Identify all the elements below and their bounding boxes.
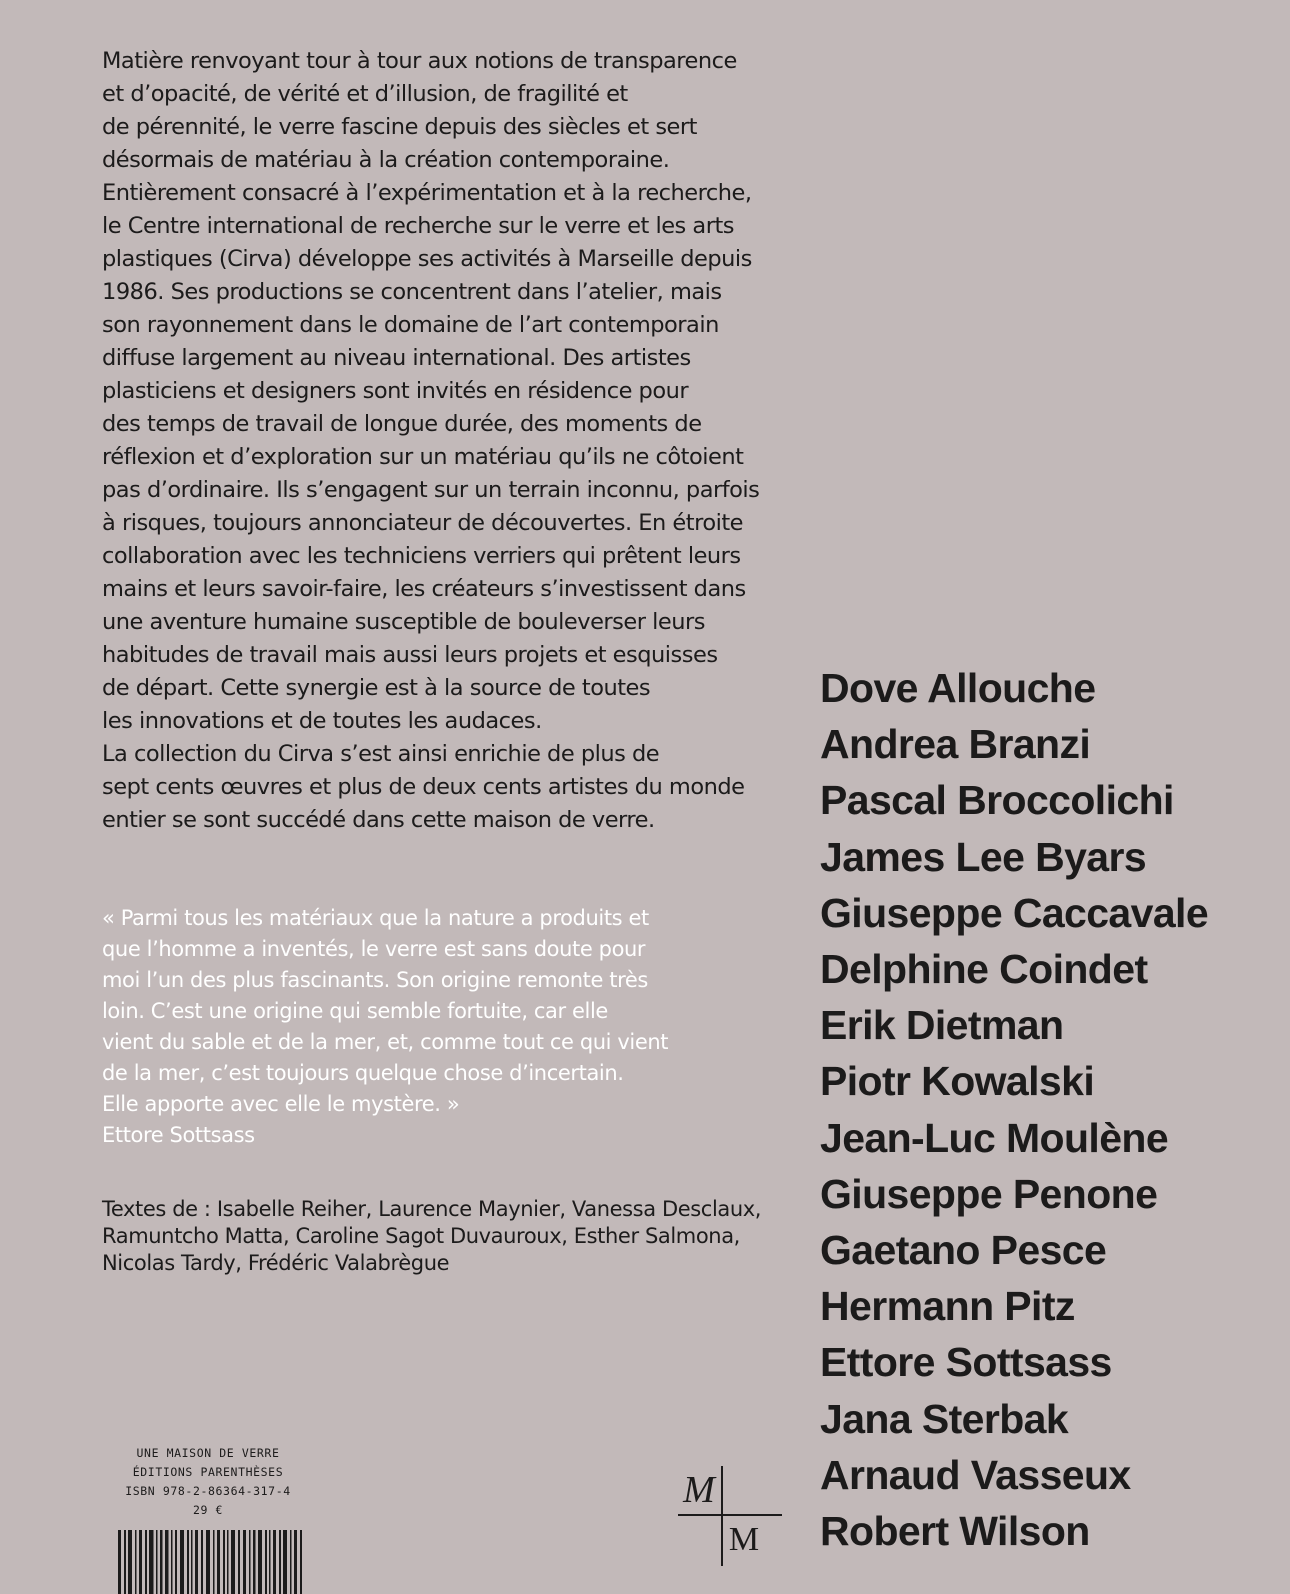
quote-line: que l’homme a inventés, le verre est sans doute pour bbox=[102, 937, 646, 961]
artist-name: Erik Dietman bbox=[820, 1002, 1064, 1049]
quote-line: Elle apporte avec elle le mystère. » bbox=[102, 1092, 460, 1116]
artist-name: Ettore Sottsass bbox=[820, 1339, 1112, 1386]
description-line: des temps de travail de longue durée, des moments de bbox=[102, 411, 702, 437]
sottsass-quote bbox=[102, 903, 802, 1151]
artist-name: Robert Wilson bbox=[820, 1508, 1090, 1555]
artist-name: Hermann Pitz bbox=[820, 1283, 1075, 1330]
barcode-icon bbox=[118, 1530, 318, 1594]
logo-letter-top: M bbox=[683, 1469, 715, 1511]
price: 29 € bbox=[192, 1503, 224, 1517]
credits-line: Ramuntcho Matta, Caroline Sagot Duvauroux, Esther Salmona, bbox=[102, 1224, 740, 1248]
artist-name: James Lee Byars bbox=[820, 833, 1147, 880]
quote-author: Ettore Sottsass bbox=[102, 1123, 255, 1147]
artist-list bbox=[820, 660, 1280, 1559]
publisher-name: ÉDITIONS PARENTHÈSES bbox=[132, 1465, 284, 1479]
description-line: son rayonnement dans le domaine de l’art contemporain bbox=[102, 312, 719, 338]
description-line: entier se sont succédé dans cette maison de verre. bbox=[102, 807, 655, 833]
artist-name: Piotr Kowalski bbox=[820, 1058, 1095, 1105]
isbn-number: ISBN 978-2-86364-317-4 bbox=[125, 1484, 291, 1498]
description-line: plasticiens et designers sont invités en résidence pour bbox=[102, 378, 689, 404]
description-line: les innovations et de toutes les audaces. bbox=[102, 708, 542, 734]
description-line: collaboration avec les techniciens verriers qui prêtent leurs bbox=[102, 543, 741, 569]
quote-line: vient du sable et de la mer, et, comme tout ce qui vient bbox=[102, 1030, 669, 1054]
artist-name: Jana Sterbak bbox=[820, 1395, 1069, 1442]
description-line: de pérennité, le verre fascine depuis des siècles et sert bbox=[102, 114, 697, 140]
description-line: une aventure humaine susceptible de bouleverser leurs bbox=[102, 609, 705, 635]
book-title: UNE MAISON DE VERRE bbox=[136, 1446, 280, 1460]
description-line: à risques, toujours annonciateur de découvertes. En étroite bbox=[102, 510, 744, 536]
description-line: sept cents œuvres et plus de deux cents artistes du monde bbox=[102, 774, 745, 800]
artist-name: Giuseppe Penone bbox=[820, 1170, 1158, 1217]
artist-name: Arnaud Vasseux bbox=[820, 1451, 1131, 1498]
publisher-logo bbox=[678, 1466, 782, 1566]
description-line: plastiques (Cirva) développe ses activités à Marseille depuis bbox=[102, 246, 752, 272]
logo-letter-bottom: M bbox=[728, 1521, 760, 1558]
artist-name: Jean-Luc Moulène bbox=[820, 1114, 1169, 1161]
quote-line: « Parmi tous les matériaux que la nature a produits et bbox=[102, 906, 649, 930]
publisher-imprint bbox=[108, 1444, 308, 1520]
artist-name: Gaetano Pesce bbox=[820, 1227, 1107, 1274]
quote-line: moi l’un des plus fascinants. Son origine remonte très bbox=[102, 968, 648, 992]
artist-name: Dove Allouche bbox=[820, 665, 1096, 711]
artist-name: Pascal Broccolichi bbox=[820, 777, 1174, 824]
description-line: réflexion et d’exploration sur un matériau qu’ils ne côtoient bbox=[102, 444, 744, 470]
artist-name: Giuseppe Caccavale bbox=[820, 889, 1209, 936]
artist-name: Delphine Coindet bbox=[820, 946, 1148, 993]
description-line: La collection du Cirva s’est ainsi enrichie de plus de bbox=[102, 741, 660, 767]
description-line: désormais de matériau à la création contemporaine. bbox=[102, 147, 670, 173]
texts-credits bbox=[102, 1196, 802, 1277]
artist-name: Andrea Branzi bbox=[820, 721, 1091, 768]
description-line: le Centre international de recherche sur le verre et les arts bbox=[102, 213, 734, 239]
description-line: pas d’ordinaire. Ils s’engagent sur un terrain inconnu, parfois bbox=[102, 477, 760, 503]
description-text bbox=[102, 45, 802, 837]
description-line: 1986. Ses productions se concentrent dans l’atelier, mais bbox=[102, 279, 722, 305]
description-line: de départ. Cette synergie est à la source de toutes bbox=[102, 675, 651, 701]
description-line: Matière renvoyant tour à tour aux notions de transparence bbox=[102, 48, 737, 74]
credits-line: Textes de : Isabelle Reiher, Laurence Maynier, Vanessa Desclaux, bbox=[102, 1197, 762, 1221]
quote-line: loin. C’est une origine qui semble fortuite, car elle bbox=[102, 999, 608, 1023]
description-line: Entièrement consacré à l’expérimentation et à la recherche, bbox=[102, 180, 752, 206]
description-line: et d’opacité, de vérité et d’illusion, de fragilité et bbox=[102, 81, 628, 107]
description-line: mains et leurs savoir-faire, les créateurs s’investissent dans bbox=[102, 576, 746, 602]
description-line: diffuse largement au niveau international. Des artistes bbox=[102, 345, 691, 371]
quote-line: de la mer, c’est toujours quelque chose d’incertain. bbox=[102, 1061, 624, 1085]
description-line: habitudes de travail mais aussi leurs projets et esquisses bbox=[102, 642, 718, 668]
credits-line: Nicolas Tardy, Frédéric Valabrègue bbox=[102, 1251, 450, 1275]
